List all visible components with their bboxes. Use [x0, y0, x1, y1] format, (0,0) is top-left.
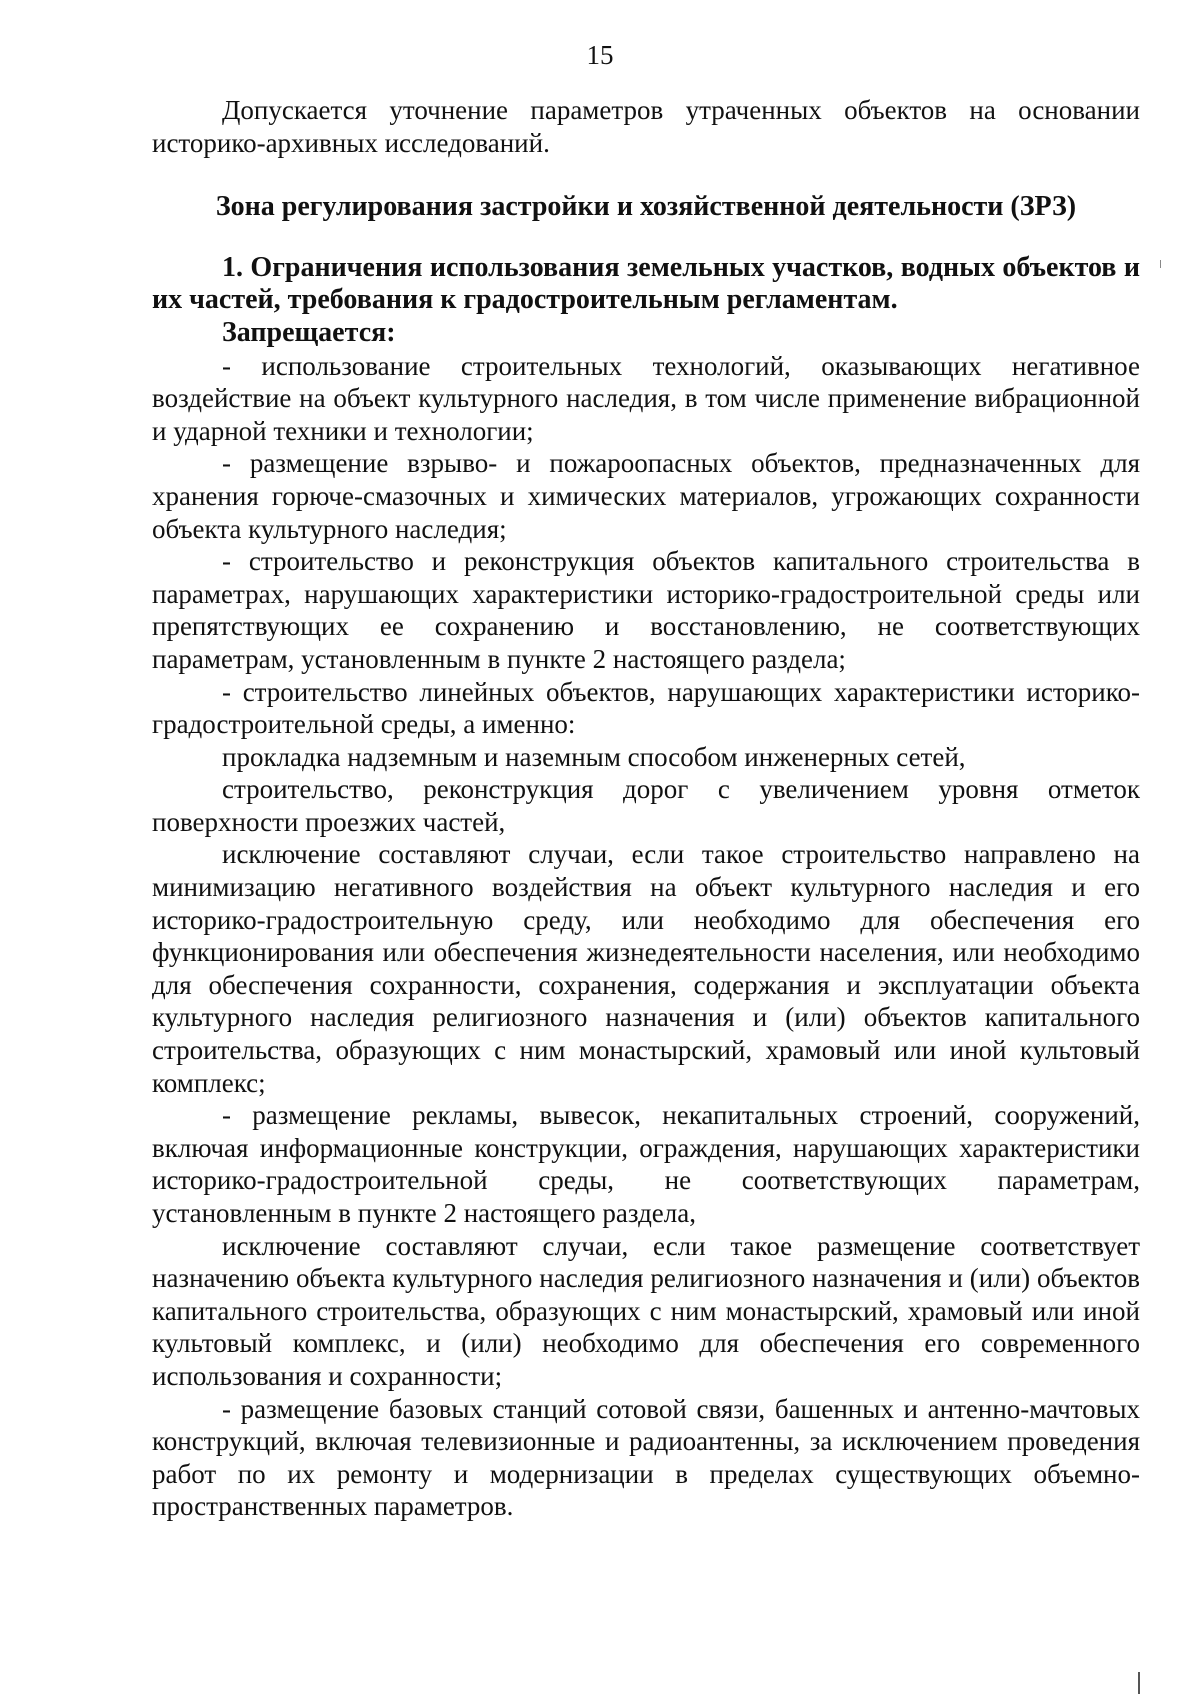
section-heading: 1. Ограничения использования земельных участков, водных объектов и их частей, требования к градостроительным регламентам. [152, 251, 1140, 316]
scan-mark [1160, 260, 1161, 268]
list-item: - размещение базовых станций сотовой связи, башенных и антенно-мачтовых конструкций, включая телевизионные и радиоантенны, за исключением проведения работ по их ремонту и модернизации в пределах существующих объемно-пространственных параметров. [152, 1393, 1140, 1522]
document-body [152, 94, 1140, 1523]
intro-paragraph: Допускается уточнение параметров утраченных объектов на основании историко-архивных исследований. [152, 95, 1140, 158]
exception-paragraph: исключение составляют случаи, если такое размещение соответствует назначению объекта культурного наследия религиозного назначения и (или) объектов капитального строительства, образующих с ним монастырский, храмовый или иной культовый комплекс, и (или) необходимо для обеспечения его современного использования и сохранности; [152, 1230, 1140, 1391]
list-subitem: прокладка надземным и наземным способом инженерных сетей, [222, 741, 966, 772]
list-item: - строительство и реконструкция объектов капитального строительства в параметрах, нарушающих характеристики историко-градостроительной среды или препятствующих ее сохранению и восстановлению, не соответствующих параметрам, установленным в пункте 2 настоящего раздела; [152, 546, 1140, 674]
exception-paragraph: исключение составляют случаи, если такое строительство направлено на минимизацию негативного воздействия на объект культурного наследия и его историко-градостроительную среду, или необходимо для обеспечения его функционирования или обеспечения жизнедеятельности населения, или необходимо для обеспечения сохранности, сохранения, содержания и эксплуатации объекта культурного наследия религиозного назначения и (или) объектов капитального строительства, образующих с ним монастырский, храмовый или иной культовый комплекс; [152, 839, 1140, 1098]
forbidden-heading: Запрещается: [222, 316, 396, 348]
list-item: - размещение взрыво- и пожароопасных объектов, предназначенных для хранения горюче-смазочных и химических материалов, угрожающих сохранности объекта культурного наследия; [152, 448, 1140, 544]
list-subitem: строительство, реконструкция дорог с увеличением уровня отметок поверхности проезжих частей, [152, 774, 1140, 837]
list-item: - строительство линейных объектов, нарушающих характеристики историко-градостроительной среды, а именно: [152, 676, 1140, 740]
scan-mark [1138, 1672, 1140, 1694]
list-item: - размещение рекламы, вывесок, некапитальных строений, сооружений, включая информационные конструкции, ограждения, нарушающих характеристики историко-градостроительной среды, не соответствующих параметрам, установленным в пункте 2 настоящего раздела, [152, 1100, 1140, 1228]
zone-heading: Зона регулирования застройки и хозяйственной деятельности (ЗРЗ) [215, 191, 1077, 223]
page-number: 15 [586, 40, 614, 70]
list-item: - использование строительных технологий, оказывающих негативное воздействие на объект культурного наследия, в том числе применение вибрационной и ударной техники и технологии; [152, 350, 1140, 446]
